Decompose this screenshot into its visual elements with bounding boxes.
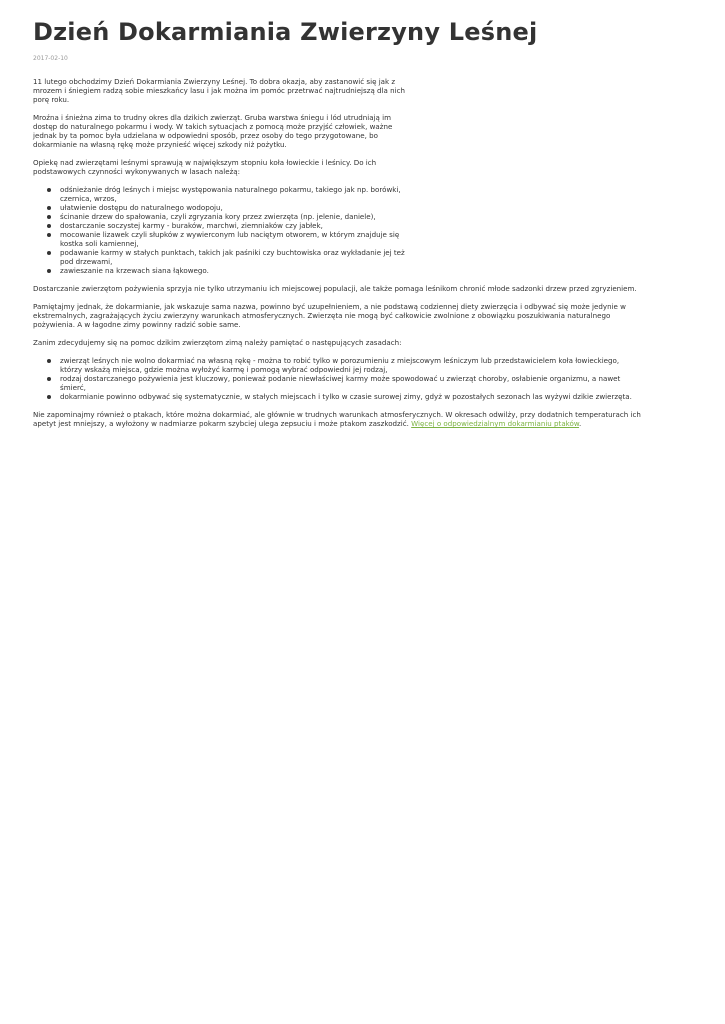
list-item: podawanie karmy w stałych punktach, takich jak paśniki czy buchtowiska oraz wykładanie jej też pod drzewami,	[60, 248, 405, 266]
page-title: Dzień Dokarmiania Zwierzyny Leśnej	[33, 18, 538, 46]
paragraph-rules-intro: Zanim zdecydujemy się na pomoc dzikim zwierzętom zimą należy pamiętać o następujących zasadach:	[33, 338, 402, 347]
activities-list	[33, 185, 405, 275]
list-item: rodzaj dostarczanego pożywienia jest kluczowy, ponieważ podanie niewłaściwej karmy może spowodować u zwierząt choroby, osłabienie organizmu, a nawet śmierć,	[60, 374, 640, 392]
list-item: ułatwienie dostępu do naturalnego wodopoju,	[60, 203, 405, 212]
paragraph-birds-end: .	[579, 419, 582, 428]
paragraph-winter: Mroźna i śnieżna zima to trudny okres dla dzikich zwierząt. Gruba warstwa śniegu i lód utrudniają im dostęp do naturalnego pokarmu i wody. W takich sytuacjach z pomocą może przyjść człowiek, ważne jednak by ta pomoc była udzielana w odpowiedni sposób, przez osoby do tego przygotowane, bo dokarmianie na własną rękę może przynieść więcej szkody niż pożytku.	[33, 113, 393, 149]
paragraph-remember: Pamiętajmy jednak, że dokarmianie, jak wskazuje sama nazwa, powinno być uzupełnieniem, a nie podstawą codziennej diety zwierzęcia i odbywać się może jedynie w ekstremalnych, zagrażających życiu zwierzyny warunkach atmosferycznych. Zwierzęta nie mogą być całkowicie zwolnione z obowiązku poszukiwania naturalnego pożywienia. A w łagodne zimy powinny radzić sobie same.	[33, 302, 626, 329]
list-item: zwierząt leśnych nie wolno dokarmiać na własną rękę - można to robić tylko w porozumieniu z miejscowym leśniczym lub przedstawicielem koła łowieckiego, którzy wskażą miejsca, gdzie można wyłożyć karmę i pomogą wybrać odpowiedni jej rodzaj,	[60, 356, 640, 374]
list-item: odśnieżanie dróg leśnych i miejsc występowania naturalnego pokarmu, takiego jak np. borówki, czernica, wrzos,	[60, 185, 405, 203]
paragraph-intro: 11 lutego obchodzimy Dzień Dokarmiania Zwierzyny Leśnej. To dobra okazja, aby zastanowić się jak z mrozem i śniegiem radzą sobie mieszkańcy lasu i jak można im pomóc przetrwać najtrudniejszą dla nich porę roku.	[33, 77, 405, 104]
list-item: mocowanie lizawek czyli słupków z wywierconym lub naciętym otworem, w którym znajduje się kostka soli kamiennej,	[60, 230, 405, 248]
paragraph-birds-text: Nie zapominajmy również o ptakach, które można dokarmiać, ale głównie w trudnych warunkach atmosferycznych. W okresach odwilży, przy dodatnich temperaturach ich apetyt jest mniejszy, a wyłożony w nadmiarze pokarm szybciej ulega zepsuciu i może ptakom zaszkodzić.	[33, 410, 641, 428]
article	[33, 0, 653, 437]
birds-feeding-link[interactable]: Więcej o odpowiedzialnym dokarmianiu ptaków	[411, 419, 580, 428]
publish-date: 2017-02-10	[33, 55, 68, 62]
rules-list	[33, 356, 640, 401]
paragraph-benefits: Dostarczanie zwierzętom pożywienia sprzyja nie tylko utrzymaniu ich miejscowej populacji, ale także pomaga leśnikom chronić młode sadzonki drzew przed zgryzieniem.	[33, 284, 637, 293]
article-body	[33, 77, 653, 428]
paragraph-care: Opiekę nad zwierzętami leśnymi sprawują w największym stopniu koła łowieckie i leśnicy. Do ich podstawowych czynności wykonywanych w lasach należą:	[33, 158, 377, 176]
list-item: dokarmianie powinno odbywać się systematycznie, w stałych miejscach i tylko w czasie surowej zimy, gdyż w pozostałych sezonach las wyżywi dzikie zwierzęta.	[60, 392, 640, 401]
list-item: ścinanie drzew do spałowania, czyli zgryzania kory przez zwierzęta (np. jelenie, daniele),	[60, 212, 405, 221]
list-item: zawieszanie na krzewach siana łąkowego.	[60, 266, 405, 275]
paragraph-birds	[33, 410, 653, 428]
list-item: dostarczanie soczystej karmy - buraków, marchwi, ziemniaków czy jabłek,	[60, 221, 405, 230]
